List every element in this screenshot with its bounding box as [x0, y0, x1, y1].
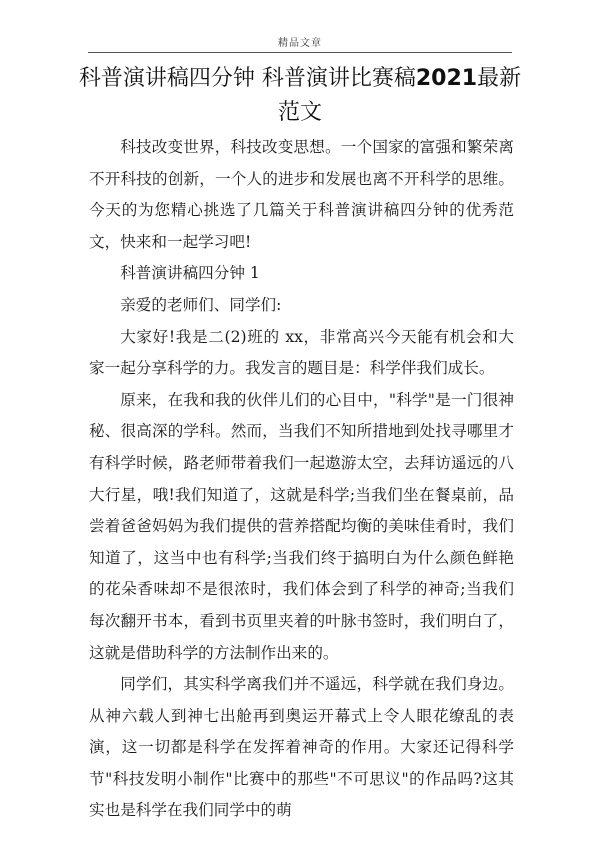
document-body [89, 132, 514, 827]
salutation: 亲爱的老师们、同学们: [120, 295, 282, 314]
document-title [70, 62, 530, 130]
header-divider [88, 52, 512, 53]
intro-paragraph: 科技改变世界，科技改变思想。一个国家的富强和繁荣离不开科技的创新，一个人的进步和发展也离不开科学的思维。今天的为您精心挑选了几篇关于科普演讲稿四分钟的优秀范文，快来和一起学习吧! [89, 138, 514, 251]
section-heading: 科普演讲稿四分钟 1 [120, 264, 260, 283]
title-text-part1: 科普演讲稿四分钟 科普演讲比赛稿 [78, 66, 416, 91]
title-year: 2021 [415, 66, 478, 91]
body-paragraph: 同学们，其实科学离我们并不遥远，科学就在我们身边。从神六载人到神七出舱再到奥运开幕式上令人眼花缭乱的表演，这一切都是科学在发挥着神奇的作用。大家还记得科学节"科技发明小制作"比赛中的那些"不可思议"的作品吗?这其实也是科学在我们同学中的萌 [89, 675, 514, 820]
body-paragraph: 大家好!我是二(2)班的 xx，非常高兴今天能有机会和大家一起分享科学的力。我发言的题目是：科学伴我们成长。 [89, 327, 514, 378]
title-text-part2: 最新范文 [277, 66, 522, 125]
body-paragraph: 原来，在我和我的伙伴儿们的心目中，"科学"是一门很神秘、很高深的学科。然而，当我们不知所措地到处找寻哪里才有科学时候，路老师带着我们一起遨游太空，去拜访遥远的八大行星，哦!我们知道了，这就是科学;当我们坐在餐桌前，品尝着爸爸妈妈为我们提供的营养搭配均衡的美味佳肴时，我们知道了，这当中也有科学;当我们终于搞明白为什么颜色鲜艳的花朵香味却不是很浓时，我们体会到了科学的神奇;当我们每次翻开书本，看到书页里夹着的叶脉书签时，我们明白了，这就是借助科学的方法制作出来的。 [89, 390, 514, 662]
page-header: 精品文章 [278, 38, 322, 49]
